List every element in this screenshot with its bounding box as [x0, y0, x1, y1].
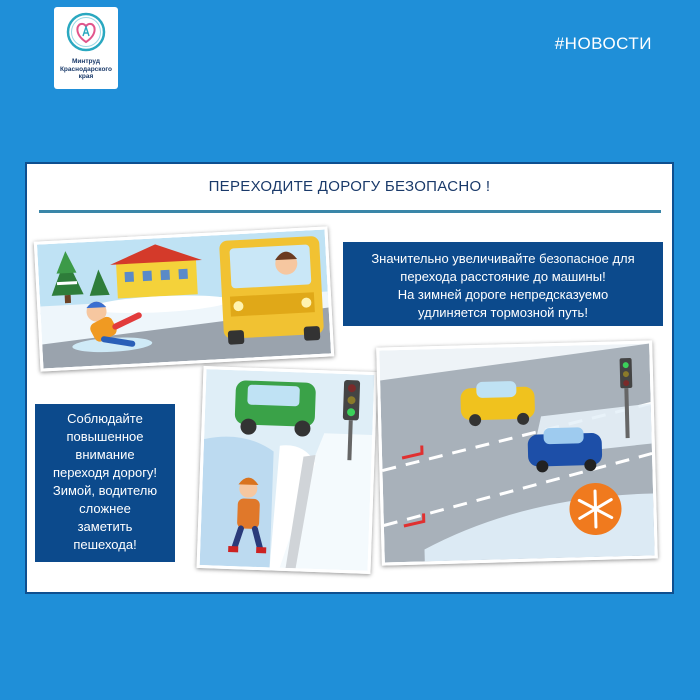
illustration-pedestrian-car — [197, 366, 378, 574]
poster-title: ПЕРЕХОДИТЕ ДОРОГУ БЕЗОПАСНО ! — [208, 178, 491, 195]
tip-left-line-2: повышенное — [66, 429, 144, 444]
bus-icon — [219, 236, 324, 345]
safety-poster — [25, 162, 674, 594]
tip-left-line-6: сложнее — [79, 501, 131, 516]
tip-pedestrian-attention — [35, 404, 175, 562]
news-hashtag: #НОВОСТИ — [554, 34, 652, 53]
tip-left-line-1: Соблюдайте — [67, 411, 143, 426]
tip-left-line-4: переходя дорогу! — [52, 465, 158, 480]
logo-line-2: Краснодарского — [59, 65, 113, 73]
tip-top-line-2: перехода расстояние до машины! — [400, 269, 606, 284]
ministry-logo — [54, 7, 118, 89]
logo-line-3: края — [78, 73, 94, 80]
tip-left-line-5: Зимой, водителю — [52, 483, 158, 498]
tip-left-line-3: внимание — [75, 447, 135, 462]
tip-top-line-1: Значительно увеличивайте безопасное для — [371, 251, 635, 266]
tip-braking-distance — [343, 242, 663, 326]
tip-top-line-3: На зимней дороге непредсказуемо — [397, 287, 609, 302]
tip-left-line-8: пешехода! — [73, 537, 137, 552]
tip-top-line-4: удлиняется тормозной путь! — [418, 305, 588, 320]
tip-left-line-7: заметить — [77, 519, 133, 534]
heart-emblem-icon — [66, 12, 106, 52]
illustration-braking-road — [376, 340, 658, 565]
title-divider — [39, 210, 661, 213]
illustration-bus-street — [34, 226, 334, 371]
logo-line-1: Минтруд — [72, 58, 100, 65]
